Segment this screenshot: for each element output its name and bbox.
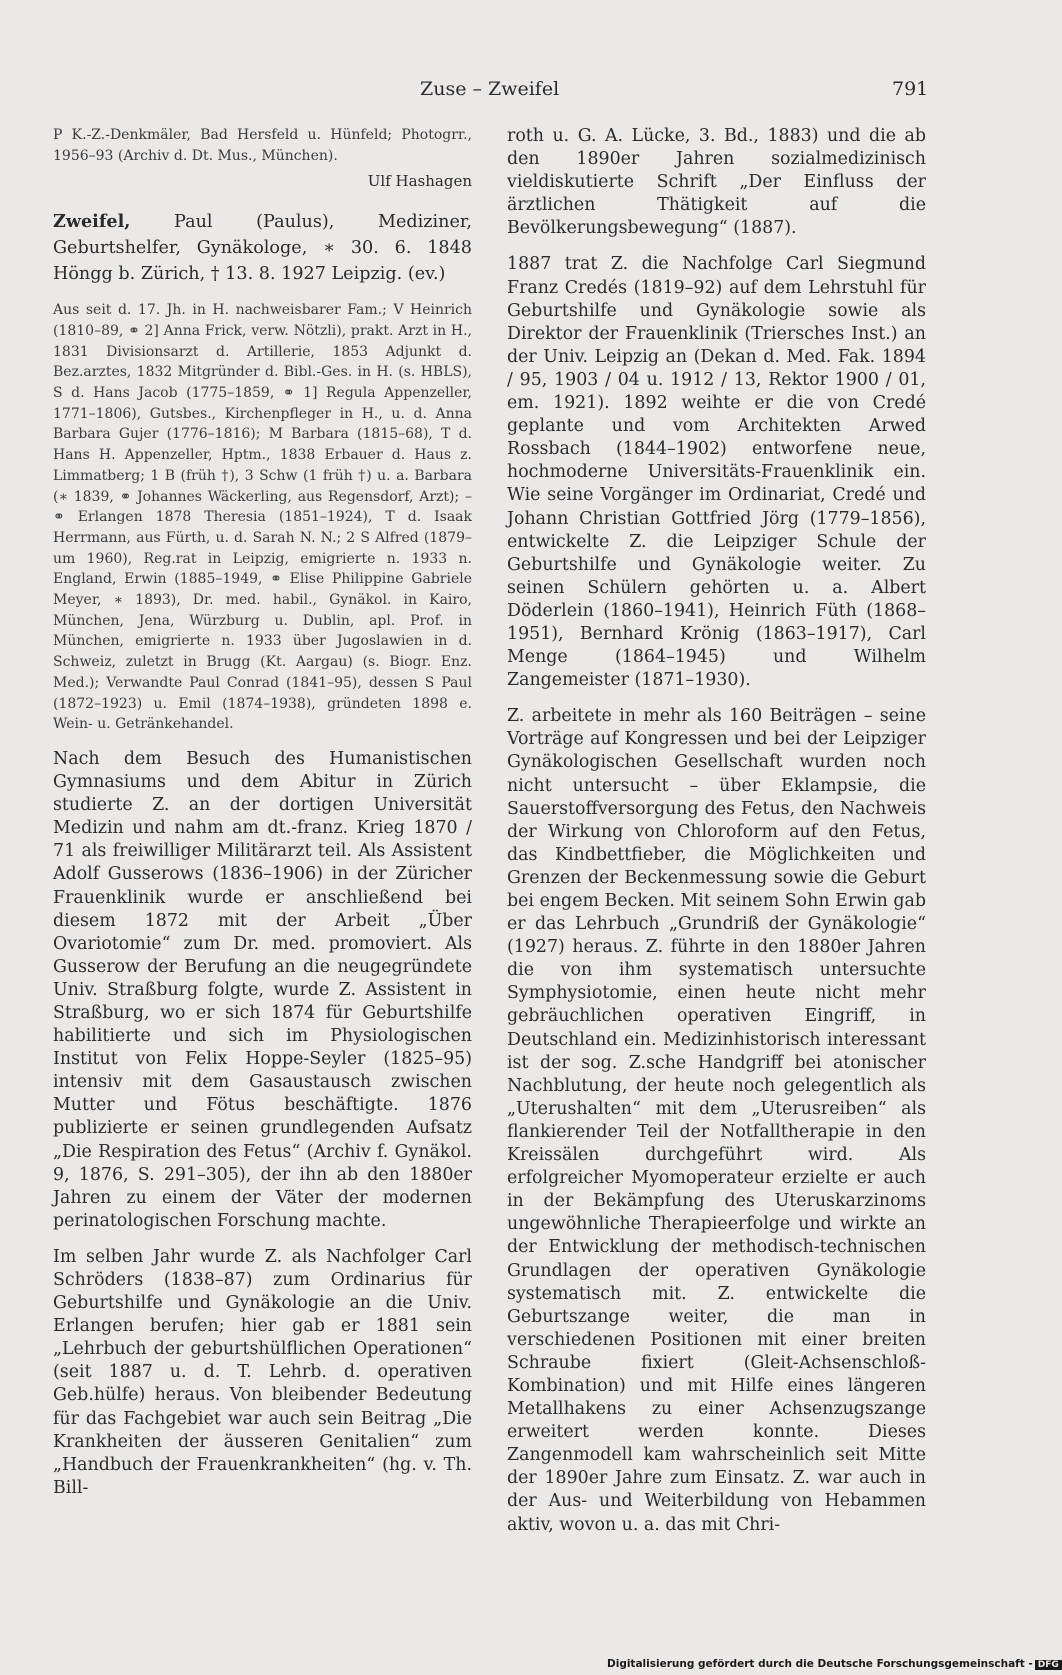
- digitization-footer: [607, 1658, 1062, 1670]
- entry-heading: [53, 209, 472, 287]
- headword-details: Paul (Paulus), Mediziner, Geburtshelfer, Gynäkologe, ∗ 30. 6. 1848 Höngg b. Zürich, † 13. 8. 1927 Leipzig. (ev.): [53, 212, 472, 284]
- dfg-logo: DFG: [1035, 1660, 1062, 1670]
- left-column: [53, 125, 472, 1500]
- bibliography-note: P K.-Z.-Denkmäler, Bad Hersfeld u. Hünfeld; Photogrr., 1956–93 (Archiv d. Dt. Mus., München).: [53, 127, 472, 164]
- article-author: Ulf Hashagen: [367, 172, 472, 191]
- genealogy-text: Aus seit d. 17. Jh. in H. nachweisbarer Fam.; V Heinrich (1810–89, ⚭ 2] Anna Frick, verw. Nötzli), prakt. Arzt in H., 1831 Divisionsarzt d. Artillerie, 1853 Adjunkt d. Bez.arztes, 1832 Mitgründer d. Bibl.-Ges. in H. (s. HBLS), S d. Hans Jacob (1775–1859, ⚭ 1] Regula Appenzeller, 1771–1806), Gutsbes., Kirchenpfleger in H., u. d. Anna Barbara Gujer (1776–1816); M Barbara (1815–68), T d. Hans H. Appenzeller, Hptm., 1838 Erbauer d. Haus z. Limmatberg; 1 B (früh †), 3 Schw (1 früh †) u. a. Barbara (∗ 1839, ⚭ Johannes Wäckerling, aus Regensdorf, Arzt); – ⚭ Erlangen 1878 Theresia (1851–1924), T d. Isaak Herrmann, aus Fürth, u. d. Sarah N. N.; 2 S Alfred (1879–um 1960), Reg.rat in Leipzig, emigrierte n. 1933 n. England, Erwin (1885–1949, ⚭ Elise Philippine Gabriele Meyer, ∗ 1893), Dr. med. habil., Gynäkol. in Kairo, München, Jena, Würzburg u. Dublin, apl. Prof. in München, emigrierte n. 1933 über Jugoslawien in d. Schweiz, zuletzt in Brugg (Kt. Aargau) (s. Biogr. Enz. Med.); Verwandte Paul Conrad (1841–95), dessen S Paul (1872–1923) u. Emil (1874–1938), gründeten 1898 e. Wein- u. Getränkehandel.: [53, 302, 472, 733]
- page-number: 791: [892, 78, 929, 100]
- right-column: [507, 125, 926, 1537]
- running-head: Zuse – Zweifel: [420, 78, 560, 100]
- body-paragraph: roth u. G. A. Lücke, 3. Bd., 1883) und die ab den 1890er Jahren sozialmedizinisch vieldiskutierte Schrift „Der Einfluss der ärztlichen Thätigkeit auf die Bevölkerungsbewegung“ (1887).: [507, 126, 926, 239]
- footer-text: Digitalisierung gefördert durch die Deutsche Forschungsgemeinschaft -: [607, 1658, 1033, 1670]
- headword: Zweifel,: [53, 211, 131, 233]
- body-paragraph: Im selben Jahr wurde Z. als Nachfolger Carl Schröders (1838–87) zum Ordinarius für Geburtshilfe und Gynäkologie an die Univ. Erlangen berufen; hier gab er 1881 sein „Lehrbuch der geburtshülflichen Operationen“ (seit 1887 u. d. T. Lehrb. d. operativen Geb.hülfe) heraus. Von bleibender Bedeutung für das Fachgebiet war auch sein Beitrag „Die Krankheiten der äusseren Genitalien“ zum „Handbuch der Frauenkrankheiten“ (hg. v. Th. Bill-: [53, 1246, 472, 1498]
- body-paragraph: Z. arbeitete in mehr als 160 Beiträgen – seine Vorträge auf Kongressen und bei der Leipziger Gynäkologischen Gesellschaft wurden noch nicht untersucht – über Eklampsie, die Sauerstoffversorgung des Fetus, den Nachweis der Wirkung von Chloroform auf den Fetus, das Kindbettfieber, die Möglichkeiten und Grenzen der Beckenmessung sowie die Geburt bei engem Becken. Mit seinem Sohn Erwin gab er das Lehrbuch „Grundriß der Gynäkologie“ (1927) heraus. Z. führte in den 1880er Jahren die von ihm systematisch untersuchte Symphysiotomie, einen heute nicht mehr gebräuchlichen operativen Eingriff, in Deutschland ein. Medizinhistorisch interessant ist der sog. Z.sche Handgriff bei atonischer Nachblutung, der heute noch gelegentlich als „Uterushalten“ mit dem „Uterusreiben“ als flankierender Teil der Notfalltherapie in den Kreissälen durchgeführt wird. Als erfolgreicher Myomoperateur erzielte er auch in der Bekämpfung des Uteruskarzinoms ungewöhnliche Therapieerfolge und wirkte an der Entwicklung der methodisch-technischen Grundlagen der operativen Gynäkologie systematisch mit. Z. entwickelte die Geburtszange weiter, die man in verschiedenen Positionen mit einer breiten Schraube fixiert (Gleit-Achsenschloß-Kombination) und mit Hilfe eines längeren Metallhakens zu einer Achsenzugszange erweitert werden konnte. Dieses Zangenmodell kam wahrscheinlich seit Mitte der 1890er Jahre zum Einsatz. Z. war auch in der Aus- und Weiterbildung von Hebammen aktiv, wovon u. a. das mit Chri-: [507, 706, 926, 1535]
- body-paragraph: Nach dem Besuch des Humanistischen Gymnasiums und dem Abitur in Zürich studierte Z. an der dortigen Universität Medizin und nahm am dt.-franz. Krieg 1870 / 71 als freiwilliger Militärarzt teil. Als Assistent Adolf Gusserows (1836–1906) in der Züricher Frauenklinik wurde er anschließend bei diesem 1872 mit der Arbeit „Über Ovariotomie“ zum Dr. med. promoviert. Als Gusserow der Berufung an die neugegründete Univ. Straßburg folgte, wurde Z. Assistent in Straßburg, wo er sich 1874 für Geburtshilfe habilitierte und sich im Physiologischen Institut von Felix Hoppe-Seyler (1825–95) intensiv mit dem Gasaustausch zwischen Mutter und Fötus beschäftigte. 1876 publizierte er seinen grundlegenden Aufsatz „Die Respiration des Fetus“ (Archiv f. Gynäkol. 9, 1876, S. 291–305), der ihn ab den 1880er Jahren zu einem der Väter der modernen perinatologischen Forschung machte.: [53, 748, 472, 1231]
- body-paragraph: 1887 trat Z. die Nachfolge Carl Siegmund Franz Credés (1819–92) auf dem Lehrstuhl für Geburtshilfe und Gynäkologie sowie als Direktor der Frauenklinik (Triersches Inst.) an der Univ. Leipzig an (Dekan d. Med. Fak. 1894 / 95, 1903 / 04 u. 1912 / 13, Rektor 1900 / 01, em. 1921). 1892 weihte er die von Credé geplante und vom Architekten Arwed Rossbach (1844–1902) entworfene neue, hochmoderne Universitäts-Frauenklinik ein. Wie seine Vorgänger im Ordinariat, Credé und Johann Christian Gottfried Jörg (1779–1856), entwickelte Z. die Leipziger Schule der Geburtshilfe und Gynäkologie weiter. Zu seinen Schülern gehörten u. a. Albert Döderlein (1860–1941), Heinrich Füth (1868–1951), Bernhard Krönig (1863–1917), Carl Menge (1864–1945) und Wilhelm Zangemeister (1871–1930).: [507, 254, 926, 691]
